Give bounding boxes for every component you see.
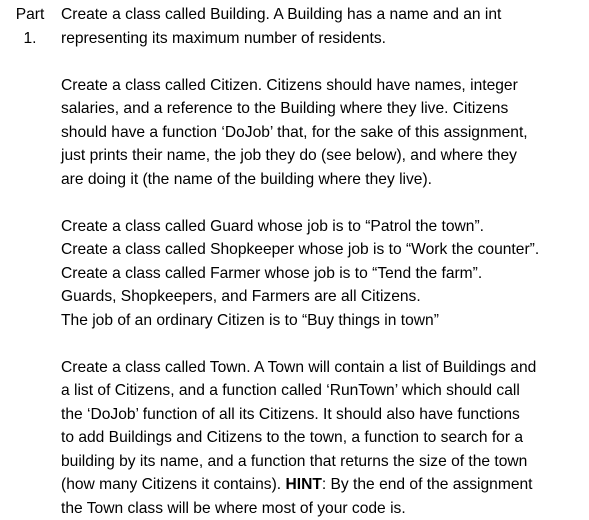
paragraph-gap <box>61 191 587 215</box>
paragraph-jobs <box>61 215 587 333</box>
text-line: Create a class called Citizen. Citizens should have names, integer <box>61 74 587 98</box>
hint-suffix: : By the end of the assignment <box>322 476 533 493</box>
text-line: Create a class called Guard whose job is to “Patrol the town”. <box>61 215 587 239</box>
part-label <box>4 3 56 50</box>
hint-prefix: (how many Citizens it contains). <box>61 476 285 493</box>
paragraph-citizen <box>61 74 587 192</box>
part-word: Part <box>4 3 56 27</box>
text-line: are doing it (the name of the building where they live). <box>61 168 587 192</box>
hint-label: HINT <box>285 476 321 493</box>
text-line: Guards, Shopkeepers, and Farmers are all Citizens. <box>61 285 587 309</box>
paragraph-town <box>61 356 587 520</box>
text-line: the ‘DoJob’ function of all its Citizens. It should also have functions <box>61 403 587 427</box>
text-line: the Town class will be where most of your code is. <box>61 497 587 520</box>
text-line: Create a class called Farmer whose job is to “Tend the farm”. <box>61 262 587 286</box>
text-line: should have a function ‘DoJob’ that, for the sake of this assignment, <box>61 121 587 145</box>
paragraph-building <box>61 3 587 50</box>
hint-line <box>61 473 587 497</box>
text-line: just prints their name, the job they do (see below), and where they <box>61 144 587 168</box>
text-line: representing its maximum number of residents. <box>61 27 587 51</box>
assignment-text <box>61 3 587 520</box>
paragraph-gap <box>61 332 587 356</box>
part-number: 1. <box>4 27 56 51</box>
text-line: Create a class called Building. A Building has a name and an int <box>61 3 587 27</box>
text-line: The job of an ordinary Citizen is to “Buy things in town” <box>61 309 587 333</box>
text-line: salaries, and a reference to the Building where they live. Citizens <box>61 97 587 121</box>
text-line: Create a class called Town. A Town will contain a list of Buildings and <box>61 356 587 380</box>
text-line: to add Buildings and Citizens to the town, a function to search for a <box>61 426 587 450</box>
text-line: Create a class called Shopkeeper whose job is to “Work the counter”. <box>61 238 587 262</box>
text-line: a list of Citizens, and a function called ‘RunTown’ which should call <box>61 379 587 403</box>
text-line: building by its name, and a function that returns the size of the town <box>61 450 587 474</box>
paragraph-gap <box>61 50 587 74</box>
